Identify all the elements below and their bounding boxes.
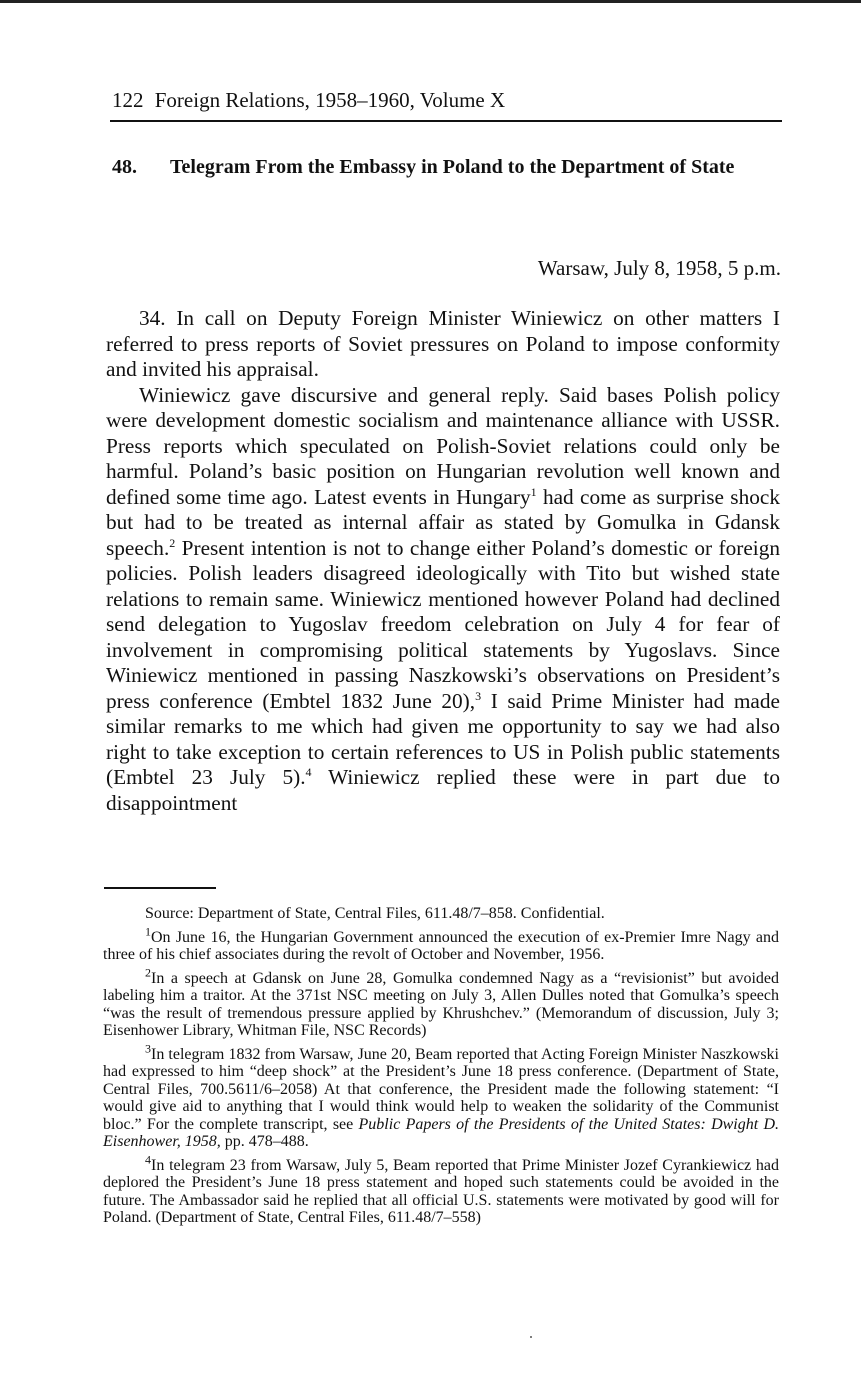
footnote-4-text: In telegram 23 from Warsaw, July 5, Beam reported that Prime Minister Jozef Cyrankiewicz had deplored the President’s June 18 press statement and hoped such statements could be avoided in the future. The Ambassador said he replied that all official U.S. statements were motivated by good will for Poland. (Department of State, Central Files, 611.48/7–558) xyxy=(103,1156,779,1226)
footnote-3-text: pp. 478–488. xyxy=(220,1133,309,1150)
document-title: Telegram From the Embassy in Poland to the Department of State xyxy=(170,156,735,178)
footnote-1-text: On June 16, the Hungarian Government announced the execution of ex-Premier Imre Nagy and three of his chief associates during the revolt of October and November, 1956. xyxy=(103,928,779,963)
footnote-3-citation: Public Papers of the Presidents of the United States: Dwight D. Eisenhower, 1958, xyxy=(103,1115,780,1150)
footnote-source: Source: Department of State, Central Files, 611.48/7–858. Confidential. xyxy=(145,905,605,922)
header-rule xyxy=(110,120,782,122)
footnote-mark-1: 1 xyxy=(145,924,151,939)
footnote-2 xyxy=(103,965,779,1040)
footnote-rule xyxy=(104,887,216,889)
print-speck xyxy=(530,1336,532,1338)
paragraph-1: 34. In call on Deputy Foreign Minister Winiewicz on other matters I referred to press reports of Soviet pressures on Poland to impose conformity and invited his appraisal. xyxy=(106,306,780,381)
footnote-3-text: In telegram 1832 from Warsaw, June 20, Beam reported that Acting Foreign Minister Naszkowski had expressed to him “deep shock” at the President’s June 18 press conference. (Department of State, Central Files, 700.5611/6–2058) At that conference, the President made the following statement: “I would give aid to anything that I would think would help to weaken the solidarity of the Communist bloc.” For the complete transcript, see xyxy=(103,1045,779,1133)
footnote-mark-4: 4 xyxy=(145,1152,151,1167)
footnote-3 xyxy=(103,1041,780,1151)
paragraph-2-text: Winiewicz replied these were in part due to disappointment xyxy=(106,765,780,815)
running-header xyxy=(112,88,782,113)
paragraph-2-text: had come as surprise shock but had to be treated as internal affair as stated by Gomulka in Gdansk speech. xyxy=(106,484,780,560)
footnote-mark-2: 2 xyxy=(145,965,151,980)
footnote-1 xyxy=(103,924,779,964)
footnote-2-text: In a speech at Gdansk on June 28, Gomulka condemned Nagy as a “revisionist” but avoided labeling him a traitor. At the 371st NSC meeting on July 3, Allen Dulles noted that Gomulka’s speech “was the result of tremendous pressure applied by Khrushchev.” (Memorandum of discussion, July 3; Eisenhower Library, Whitman File, NSC Records) xyxy=(103,969,779,1039)
page-number: 122 xyxy=(112,88,144,112)
paragraph-2 xyxy=(106,383,780,817)
running-title: Foreign Relations, 1958–1960, Volume X xyxy=(154,88,506,112)
footnotes xyxy=(103,905,779,1233)
document-number: 48. xyxy=(112,156,137,178)
footnote-ref-2[interactable]: 2 xyxy=(169,535,176,550)
paragraph-2-text: I said Prime Minister had made similar remarks to me which had given me opportunity to say we had also right to take exception to certain references to US in Polish public statements (Embtel 23 July 5). xyxy=(106,688,780,789)
page-top-edge xyxy=(0,0,861,3)
paragraph-2-text: Winiewicz gave discursive and general reply. Said bases Polish policy were development domestic socialism and maintenance alliance with USSR. Press reports which speculated on Polish-Soviet relations could only be harmful. Poland’s basic position on Hungarian revolution well known and defined some time ago. Latest events in Hungary xyxy=(106,382,780,509)
paragraph-2-text: Present intention is not to change either Poland’s domestic or foreign policies. Polish leaders disagreed ideologically with Tito but wished state relations to remain same. Winiewicz mentioned however Poland had declined send delegation to Yugoslav freedom celebration on July 4 for fear of involvement in compromising political statements by Yugoslavs. Since Winiewicz mentioned in passing Naszkowski’s observations on President’s press conference (Embtel 1832 June 20), xyxy=(106,535,780,713)
footnote-ref-4[interactable]: 4 xyxy=(305,764,312,779)
footnote-mark-3: 3 xyxy=(145,1041,151,1056)
footnote-ref-1[interactable]: 1 xyxy=(530,484,537,499)
telegram-body xyxy=(106,306,780,816)
footnote-ref-3[interactable]: 3 xyxy=(475,688,482,703)
dateline: Warsaw, July 8, 1958, 5 p.m. xyxy=(537,256,781,280)
footnote-4 xyxy=(103,1152,779,1227)
